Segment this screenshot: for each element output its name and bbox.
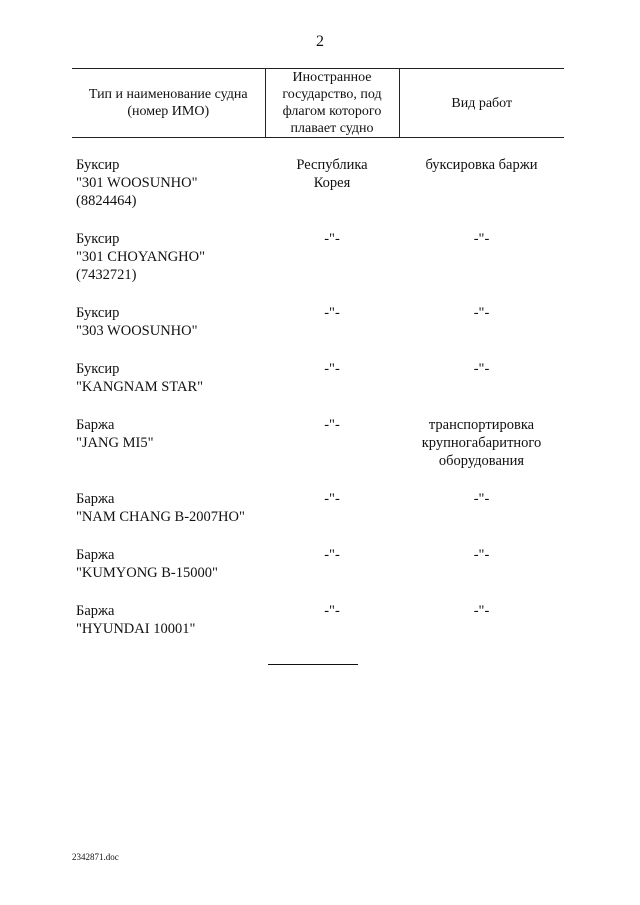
vessel-table bbox=[72, 68, 564, 658]
table-row bbox=[72, 360, 564, 416]
ditto-mark: -"- bbox=[473, 231, 490, 247]
document-file-name: 2342871.doc bbox=[72, 852, 119, 862]
flag-state-cell bbox=[265, 230, 399, 304]
end-of-document-rule bbox=[268, 664, 358, 665]
vessel-name: "KUMYONG B-15000" bbox=[76, 565, 218, 581]
ditto-mark: -"- bbox=[473, 361, 490, 377]
ditto-mark: -"- bbox=[473, 305, 490, 321]
ditto-mark: -"- bbox=[473, 603, 490, 619]
work-type-cell bbox=[399, 490, 564, 546]
work-type-cell bbox=[399, 602, 564, 658]
ditto-mark: -"- bbox=[324, 417, 340, 433]
ditto-mark: -"- bbox=[324, 231, 340, 247]
flag-state-cell bbox=[265, 602, 399, 658]
vessel-name-cell bbox=[72, 490, 265, 546]
work-type-line: крупногабаритного bbox=[421, 435, 542, 451]
ditto-mark: -"- bbox=[324, 547, 340, 563]
header-work-type bbox=[399, 69, 564, 138]
vessel-type: Баржа bbox=[76, 603, 115, 619]
flag-state-cell bbox=[265, 156, 399, 230]
vessel-name: "301 CHOYANGHO" bbox=[76, 249, 206, 265]
vessel-type: Буксир bbox=[76, 157, 120, 173]
table-row bbox=[72, 304, 564, 360]
work-type-line: оборудования bbox=[438, 453, 525, 469]
header-line: Иностранное bbox=[292, 70, 372, 85]
work-type-cell bbox=[399, 360, 564, 416]
header-flag-state bbox=[265, 69, 399, 138]
vessel-type: Буксир bbox=[76, 305, 120, 321]
vessel-name: "JANG MI5" bbox=[76, 435, 154, 451]
table-body bbox=[72, 138, 564, 659]
vessel-name-cell bbox=[72, 156, 265, 230]
work-type-cell bbox=[399, 230, 564, 304]
table-row bbox=[72, 156, 564, 230]
table-row bbox=[72, 230, 564, 304]
header-line: (номер ИМО) bbox=[127, 104, 210, 119]
flag-state-line: Корея bbox=[313, 175, 351, 191]
vessel-name: "303 WOOSUNHO" bbox=[76, 323, 198, 339]
vessel-type: Баржа bbox=[76, 491, 115, 507]
flag-state-line: Республика bbox=[296, 157, 368, 173]
ditto-mark: -"- bbox=[324, 491, 340, 507]
flag-state-cell bbox=[265, 360, 399, 416]
vessel-type: Баржа bbox=[76, 547, 115, 563]
vessel-name-cell bbox=[72, 546, 265, 602]
ditto-mark: -"- bbox=[473, 547, 490, 563]
work-type-cell bbox=[399, 546, 564, 602]
vessel-imo: (7432721) bbox=[76, 267, 137, 283]
flag-state-cell bbox=[265, 490, 399, 546]
vessel-name: "KANGNAM STAR" bbox=[76, 379, 204, 395]
vessel-imo: (8824464) bbox=[76, 193, 137, 209]
table-row bbox=[72, 546, 564, 602]
header-line: плавает судно bbox=[290, 121, 374, 136]
flag-state-cell bbox=[265, 304, 399, 360]
table-row bbox=[72, 416, 564, 490]
work-type-line: транспортировка bbox=[428, 417, 535, 433]
header-line: Тип и наименование судна bbox=[88, 87, 248, 102]
vessel-name-cell bbox=[72, 602, 265, 658]
vessel-name: "301 WOOSUNHO" bbox=[76, 175, 198, 191]
vessel-type: Буксир bbox=[76, 361, 120, 377]
vessel-name-cell bbox=[72, 304, 265, 360]
table-row bbox=[72, 490, 564, 546]
vessel-name-cell bbox=[72, 360, 265, 416]
flag-state-cell bbox=[265, 416, 399, 490]
ditto-mark: -"- bbox=[324, 603, 340, 619]
ditto-mark: -"- bbox=[473, 491, 490, 507]
vessel-name: "HYUNDAI 10001" bbox=[76, 621, 196, 637]
vessel-name-cell bbox=[72, 230, 265, 304]
work-type-cell bbox=[399, 416, 564, 490]
page-number: 2 bbox=[316, 33, 324, 50]
work-type-line: буксировка баржи bbox=[425, 157, 538, 173]
table-row bbox=[72, 602, 564, 658]
header-line: Вид работ bbox=[451, 95, 513, 111]
work-type-cell bbox=[399, 156, 564, 230]
vessel-name-cell bbox=[72, 416, 265, 490]
vessel-type: Буксир bbox=[76, 231, 120, 247]
ditto-mark: -"- bbox=[324, 361, 340, 377]
header-line: государство, под bbox=[282, 87, 382, 102]
ditto-mark: -"- bbox=[324, 305, 340, 321]
table-header bbox=[72, 69, 564, 138]
vessel-name: "NAM CHANG B-2007HO" bbox=[76, 509, 245, 525]
work-type-cell bbox=[399, 304, 564, 360]
header-line: флагом которого bbox=[282, 104, 382, 119]
header-vessel-type-name bbox=[72, 69, 265, 138]
vessel-type: Баржа bbox=[76, 417, 115, 433]
flag-state-cell bbox=[265, 546, 399, 602]
